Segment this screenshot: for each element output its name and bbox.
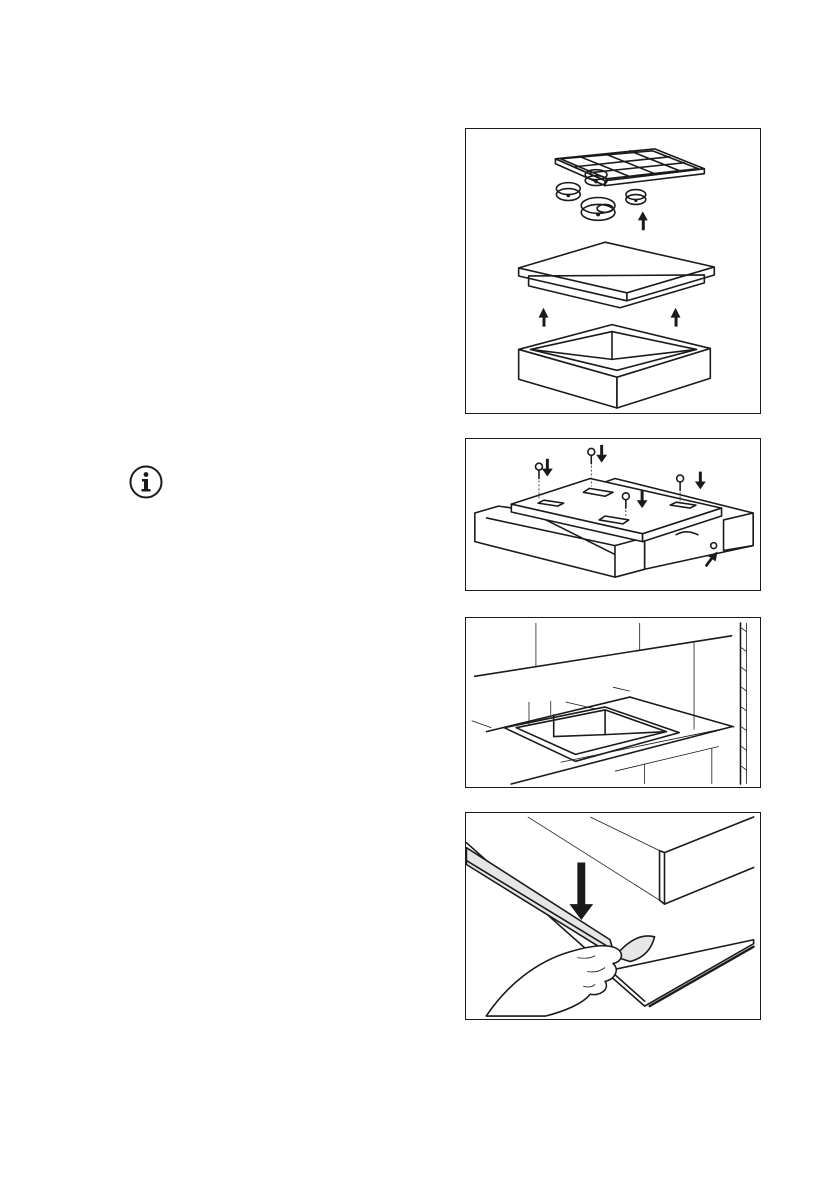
info-icon bbox=[129, 465, 163, 499]
base-box-icon bbox=[519, 325, 711, 408]
pan-support-grid-icon bbox=[555, 149, 704, 186]
sealing-illustration bbox=[466, 813, 760, 1019]
wall-and-worktop bbox=[475, 623, 747, 784]
figure-worktop-cutout-dimensions bbox=[465, 617, 761, 788]
up-arrow-icon bbox=[539, 308, 681, 327]
down-arrow-icon bbox=[569, 863, 593, 920]
up-arrow-icon bbox=[638, 211, 648, 230]
hob-exploded-illustration bbox=[466, 129, 760, 413]
figure-hob-exploded-view bbox=[465, 128, 761, 414]
hand-icon bbox=[486, 946, 621, 1016]
brackets-illustration bbox=[466, 439, 760, 590]
hob-top-icon bbox=[519, 242, 715, 308]
figure-sealing-strip-application bbox=[465, 812, 761, 1020]
sealing-strip bbox=[466, 848, 654, 962]
clip-icon bbox=[676, 532, 716, 549]
figure-hob-brackets-screws bbox=[465, 438, 761, 591]
cutout-opening bbox=[504, 707, 679, 761]
cutout-illustration bbox=[466, 618, 760, 787]
